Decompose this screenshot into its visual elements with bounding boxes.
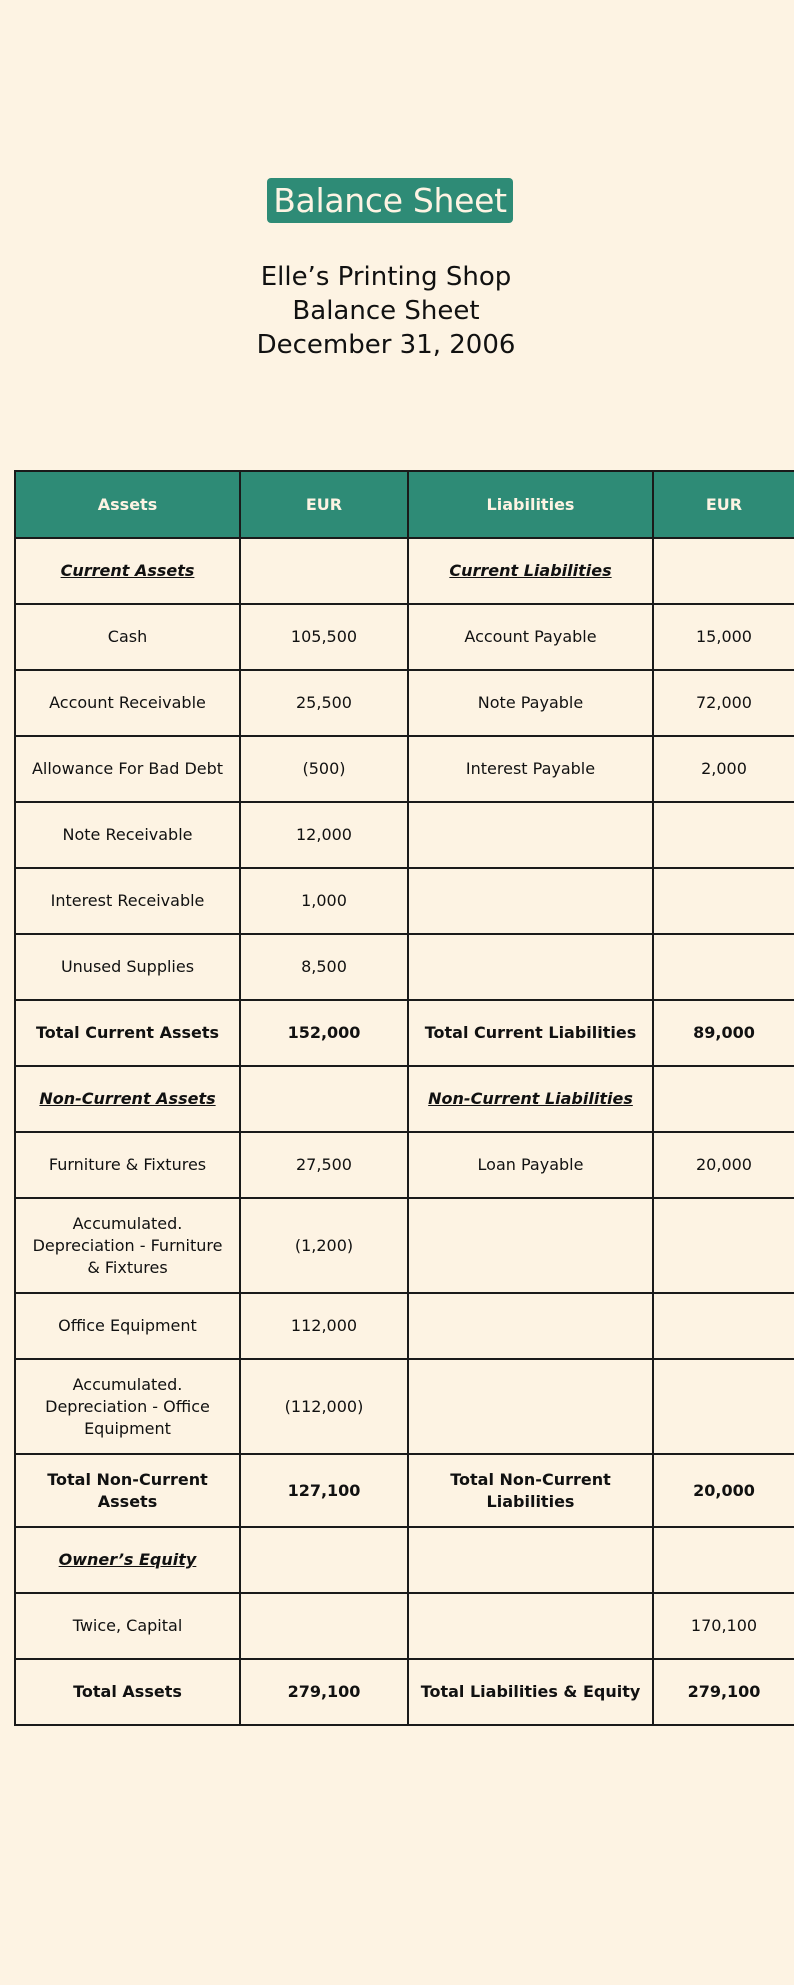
- table-row: [15, 604, 794, 670]
- asset-label: Furniture & Fixtures: [15, 1132, 240, 1198]
- liability-label: Note Payable: [408, 670, 653, 736]
- total-current-assets-value: 152,000: [240, 1000, 408, 1066]
- total-non-current-liabilities-value: 20,000: [653, 1454, 794, 1527]
- liability-value: [653, 1198, 794, 1293]
- asset-value: 25,500: [240, 670, 408, 736]
- asset-label: Note Receivable: [15, 802, 240, 868]
- table-row: [15, 670, 794, 736]
- liability-value: [653, 802, 794, 868]
- asset-label: Accumulated. Depreciation - Office Equipment: [15, 1359, 240, 1454]
- asset-value: [240, 538, 408, 604]
- section-non-current-liabilities: Non-Current Liabilities: [408, 1066, 653, 1132]
- table-row: [15, 1659, 794, 1725]
- asset-value: 1,000: [240, 868, 408, 934]
- asset-label: Office Equipment: [15, 1293, 240, 1359]
- section-current-assets: Current Assets: [15, 538, 240, 604]
- total-assets-label: Total Assets: [15, 1659, 240, 1725]
- liability-value: [653, 1293, 794, 1359]
- table-row: [15, 1454, 794, 1527]
- section-current-liabilities: Current Liabilities: [408, 538, 653, 604]
- balance-sheet-table: [14, 470, 794, 1726]
- liability-label: [408, 868, 653, 934]
- table-row: [15, 868, 794, 934]
- equity-value: 170,100: [653, 1593, 794, 1659]
- liability-label: [408, 1527, 653, 1593]
- liability-value: [653, 1527, 794, 1593]
- liability-label: Interest Payable: [408, 736, 653, 802]
- table-row: [15, 538, 794, 604]
- asset-value: [240, 1527, 408, 1593]
- asset-value: 112,000: [240, 1293, 408, 1359]
- table-row: [15, 1527, 794, 1593]
- total-non-current-liabilities-label: Total Non-Current Liabilities: [408, 1454, 653, 1527]
- liability-value: [653, 1359, 794, 1454]
- header-assets-eur: EUR: [240, 471, 408, 538]
- liability-label: Account Payable: [408, 604, 653, 670]
- liability-value: 72,000: [653, 670, 794, 736]
- total-current-liabilities-label: Total Current Liabilities: [408, 1000, 653, 1066]
- asset-value: [240, 1066, 408, 1132]
- document-title: Balance Sheet: [292, 296, 480, 326]
- liability-label: Loan Payable: [408, 1132, 653, 1198]
- asset-value: (500): [240, 736, 408, 802]
- table-row: [15, 934, 794, 1000]
- total-current-assets-label: Total Current Assets: [15, 1000, 240, 1066]
- asset-label: Interest Receivable: [15, 868, 240, 934]
- table-row: [15, 1293, 794, 1359]
- total-liabilities-equity-label: Total Liabilities & Equity: [408, 1659, 653, 1725]
- asset-label: Unused Supplies: [15, 934, 240, 1000]
- asset-label: Allowance For Bad Debt: [15, 736, 240, 802]
- total-assets-value: 279,100: [240, 1659, 408, 1725]
- liability-value: 2,000: [653, 736, 794, 802]
- total-non-current-assets-label: Total Non-Current Assets: [15, 1454, 240, 1527]
- header-liabilities-eur: EUR: [653, 471, 794, 538]
- liability-value: 15,000: [653, 604, 794, 670]
- asset-value: 8,500: [240, 934, 408, 1000]
- table-header-row: [15, 471, 794, 538]
- liability-value: 20,000: [653, 1132, 794, 1198]
- table-row: [15, 1066, 794, 1132]
- table-row: [15, 1132, 794, 1198]
- header-liabilities: Liabilities: [408, 471, 653, 538]
- liability-label: [408, 1198, 653, 1293]
- table-row: [15, 802, 794, 868]
- table-row: [15, 1593, 794, 1659]
- liability-value: [653, 868, 794, 934]
- table-row: [15, 1359, 794, 1454]
- asset-label: Cash: [15, 604, 240, 670]
- table-row: [15, 1198, 794, 1293]
- liability-value: [653, 934, 794, 1000]
- liability-label: [408, 1593, 653, 1659]
- asset-label: Accumulated. Depreciation - Furniture & Fixtures: [15, 1198, 240, 1293]
- statement-date: December 31, 2006: [256, 330, 516, 360]
- asset-value: [240, 1593, 408, 1659]
- asset-label: Twice, Capital: [15, 1593, 240, 1659]
- asset-value: 105,500: [240, 604, 408, 670]
- header-assets: Assets: [15, 471, 240, 538]
- asset-label: Account Receivable: [15, 670, 240, 736]
- liability-label: [408, 1293, 653, 1359]
- liability-value: [653, 538, 794, 604]
- total-liabilities-equity-value: 279,100: [653, 1659, 794, 1725]
- asset-value: 27,500: [240, 1132, 408, 1198]
- title-badge: Balance Sheet: [267, 178, 513, 223]
- liability-label: [408, 1359, 653, 1454]
- liability-label: [408, 802, 653, 868]
- section-owners-equity: Owner’s Equity: [15, 1527, 240, 1593]
- section-non-current-assets: Non-Current Assets: [15, 1066, 240, 1132]
- company-name: Elle’s Printing Shop: [260, 262, 512, 292]
- liability-label: [408, 934, 653, 1000]
- total-current-liabilities-value: 89,000: [653, 1000, 794, 1066]
- table-row: [15, 1000, 794, 1066]
- liability-value: [653, 1066, 794, 1132]
- total-non-current-assets-value: 127,100: [240, 1454, 408, 1527]
- table-row: [15, 736, 794, 802]
- asset-value: 12,000: [240, 802, 408, 868]
- asset-value: (112,000): [240, 1359, 408, 1454]
- asset-value: (1,200): [240, 1198, 408, 1293]
